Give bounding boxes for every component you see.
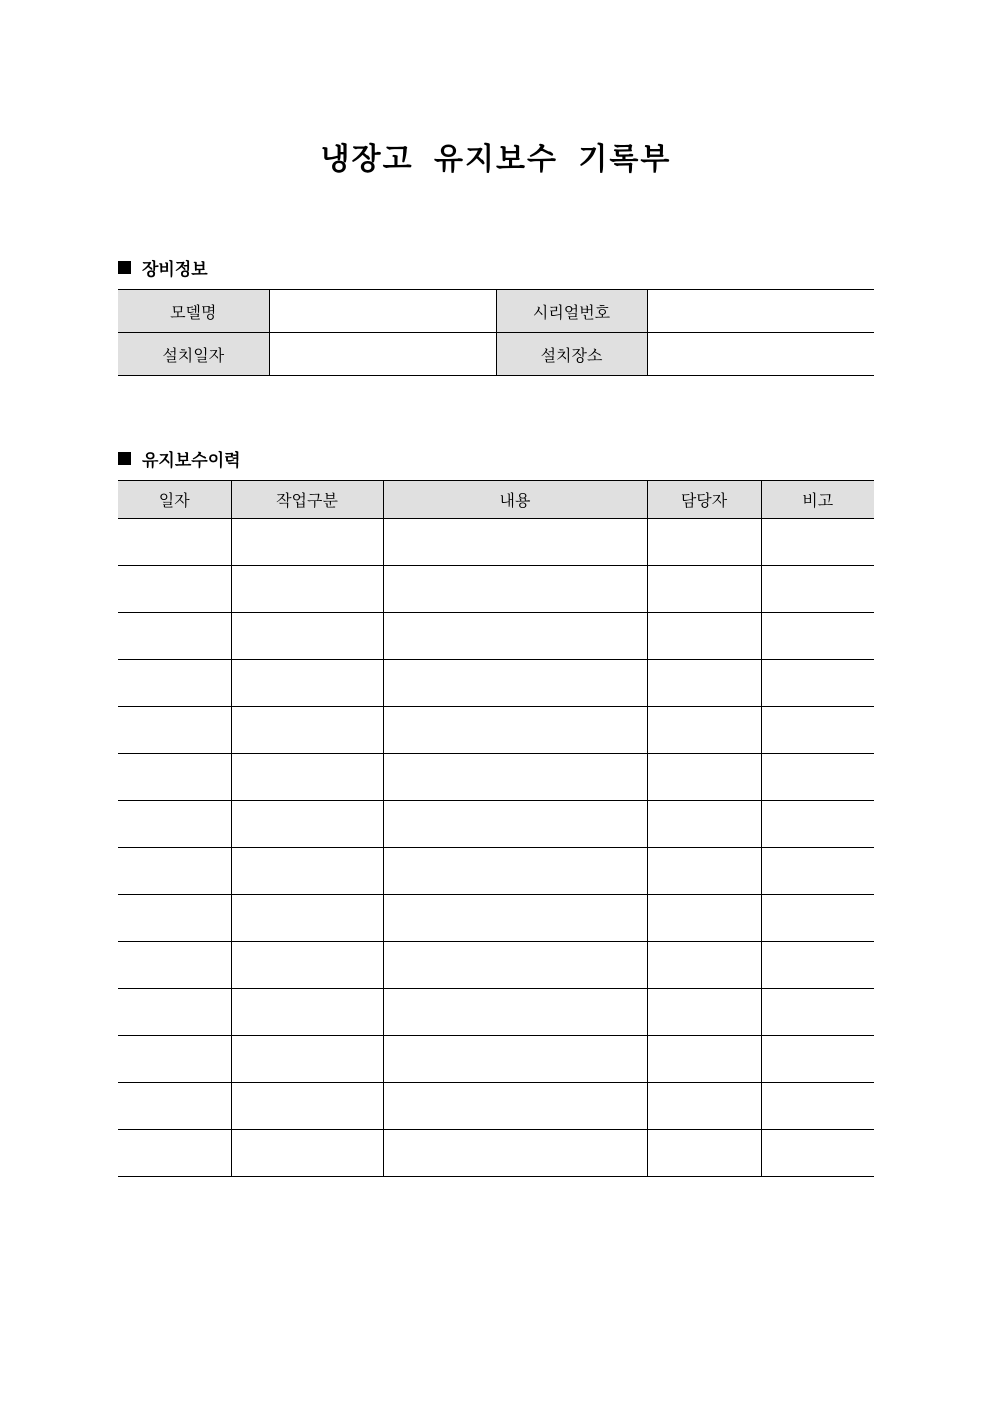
- column-header: 담당자: [647, 481, 761, 519]
- field-label: 설치일자: [118, 333, 269, 376]
- table-cell[interactable]: [118, 942, 231, 989]
- table-cell[interactable]: [383, 989, 647, 1036]
- table-cell[interactable]: [383, 848, 647, 895]
- table-cell[interactable]: [761, 942, 874, 989]
- table-cell[interactable]: [647, 801, 761, 848]
- equipment-heading-text: 장비정보: [142, 260, 208, 280]
- table-row: [118, 1036, 874, 1083]
- table-cell[interactable]: [383, 660, 647, 707]
- table-cell[interactable]: [118, 989, 231, 1036]
- table-row: [118, 566, 874, 613]
- history-header-row: [118, 481, 874, 519]
- equipment-info-table: [118, 289, 874, 376]
- table-cell[interactable]: [761, 1083, 874, 1130]
- table-cell[interactable]: [761, 1130, 874, 1177]
- table-cell[interactable]: [231, 895, 383, 942]
- table-cell[interactable]: [383, 613, 647, 660]
- table-row: [118, 848, 874, 895]
- history-heading-text: 유지보수이력: [142, 451, 241, 471]
- table-row: [118, 1083, 874, 1130]
- square-bullet-icon: [118, 452, 131, 465]
- table-cell[interactable]: [761, 895, 874, 942]
- table-row: [118, 519, 874, 566]
- table-cell[interactable]: [383, 519, 647, 566]
- table-cell[interactable]: [231, 566, 383, 613]
- table-cell[interactable]: [383, 895, 647, 942]
- table-cell[interactable]: [118, 707, 231, 754]
- table-cell[interactable]: [647, 613, 761, 660]
- table-cell[interactable]: [231, 707, 383, 754]
- table-cell[interactable]: [118, 754, 231, 801]
- history-section-heading: [118, 446, 241, 471]
- table-cell[interactable]: [761, 707, 874, 754]
- table-cell[interactable]: [231, 519, 383, 566]
- table-cell[interactable]: [118, 519, 231, 566]
- table-cell[interactable]: [118, 1130, 231, 1177]
- field-label: 모델명: [118, 290, 269, 333]
- table-cell[interactable]: [231, 613, 383, 660]
- table-cell[interactable]: [383, 801, 647, 848]
- table-cell[interactable]: [118, 848, 231, 895]
- page-title: 냉장고 유지보수 기록부: [320, 142, 672, 177]
- table-cell[interactable]: [383, 1083, 647, 1130]
- table-cell[interactable]: [647, 707, 761, 754]
- table-row: [118, 613, 874, 660]
- table-cell[interactable]: [761, 519, 874, 566]
- maintenance-history-table: [118, 480, 874, 1177]
- table-row: [118, 660, 874, 707]
- square-bullet-icon: [118, 261, 131, 274]
- table-cell[interactable]: [647, 566, 761, 613]
- table-cell[interactable]: [761, 1036, 874, 1083]
- equipment-info-row: [118, 333, 874, 376]
- table-row: [118, 942, 874, 989]
- table-cell[interactable]: [761, 566, 874, 613]
- table-cell[interactable]: [118, 660, 231, 707]
- column-header: 비고: [761, 481, 874, 519]
- table-row: [118, 707, 874, 754]
- field-value[interactable]: [269, 333, 496, 376]
- table-cell[interactable]: [383, 566, 647, 613]
- table-cell[interactable]: [118, 801, 231, 848]
- field-label: 시리얼번호: [496, 290, 647, 333]
- table-row: [118, 989, 874, 1036]
- table-cell[interactable]: [761, 801, 874, 848]
- equipment-section-heading: [118, 255, 208, 280]
- table-cell[interactable]: [231, 1083, 383, 1130]
- equipment-info-row: [118, 290, 874, 333]
- table-cell[interactable]: [761, 989, 874, 1036]
- table-cell[interactable]: [647, 1130, 761, 1177]
- table-cell[interactable]: [761, 613, 874, 660]
- column-header: 내용: [383, 481, 647, 519]
- table-cell[interactable]: [231, 801, 383, 848]
- column-header: 작업구분: [231, 481, 383, 519]
- table-cell[interactable]: [231, 848, 383, 895]
- table-cell[interactable]: [647, 1036, 761, 1083]
- table-cell[interactable]: [383, 1130, 647, 1177]
- table-cell[interactable]: [761, 754, 874, 801]
- table-cell[interactable]: [118, 566, 231, 613]
- table-row: [118, 801, 874, 848]
- table-row: [118, 1130, 874, 1177]
- table-cell[interactable]: [231, 1130, 383, 1177]
- table-cell[interactable]: [118, 895, 231, 942]
- table-cell[interactable]: [118, 613, 231, 660]
- field-label: 설치장소: [496, 333, 647, 376]
- table-cell[interactable]: [231, 989, 383, 1036]
- field-value[interactable]: [647, 333, 874, 376]
- table-row: [118, 754, 874, 801]
- table-cell[interactable]: [647, 519, 761, 566]
- table-cell[interactable]: [383, 1036, 647, 1083]
- column-header: 일자: [118, 481, 231, 519]
- table-cell[interactable]: [647, 754, 761, 801]
- table-cell[interactable]: [231, 1036, 383, 1083]
- table-cell[interactable]: [761, 848, 874, 895]
- table-cell[interactable]: [647, 942, 761, 989]
- table-cell[interactable]: [383, 707, 647, 754]
- table-cell[interactable]: [647, 989, 761, 1036]
- table-cell[interactable]: [231, 754, 383, 801]
- table-cell[interactable]: [647, 848, 761, 895]
- table-cell[interactable]: [647, 660, 761, 707]
- table-row: [118, 895, 874, 942]
- table-cell[interactable]: [383, 754, 647, 801]
- field-value[interactable]: [647, 290, 874, 333]
- table-cell[interactable]: [647, 1083, 761, 1130]
- table-cell[interactable]: [231, 660, 383, 707]
- table-cell[interactable]: [231, 942, 383, 989]
- table-cell[interactable]: [118, 1036, 231, 1083]
- table-cell[interactable]: [383, 942, 647, 989]
- table-cell[interactable]: [647, 895, 761, 942]
- table-cell[interactable]: [761, 660, 874, 707]
- field-value[interactable]: [269, 290, 496, 333]
- table-cell[interactable]: [118, 1083, 231, 1130]
